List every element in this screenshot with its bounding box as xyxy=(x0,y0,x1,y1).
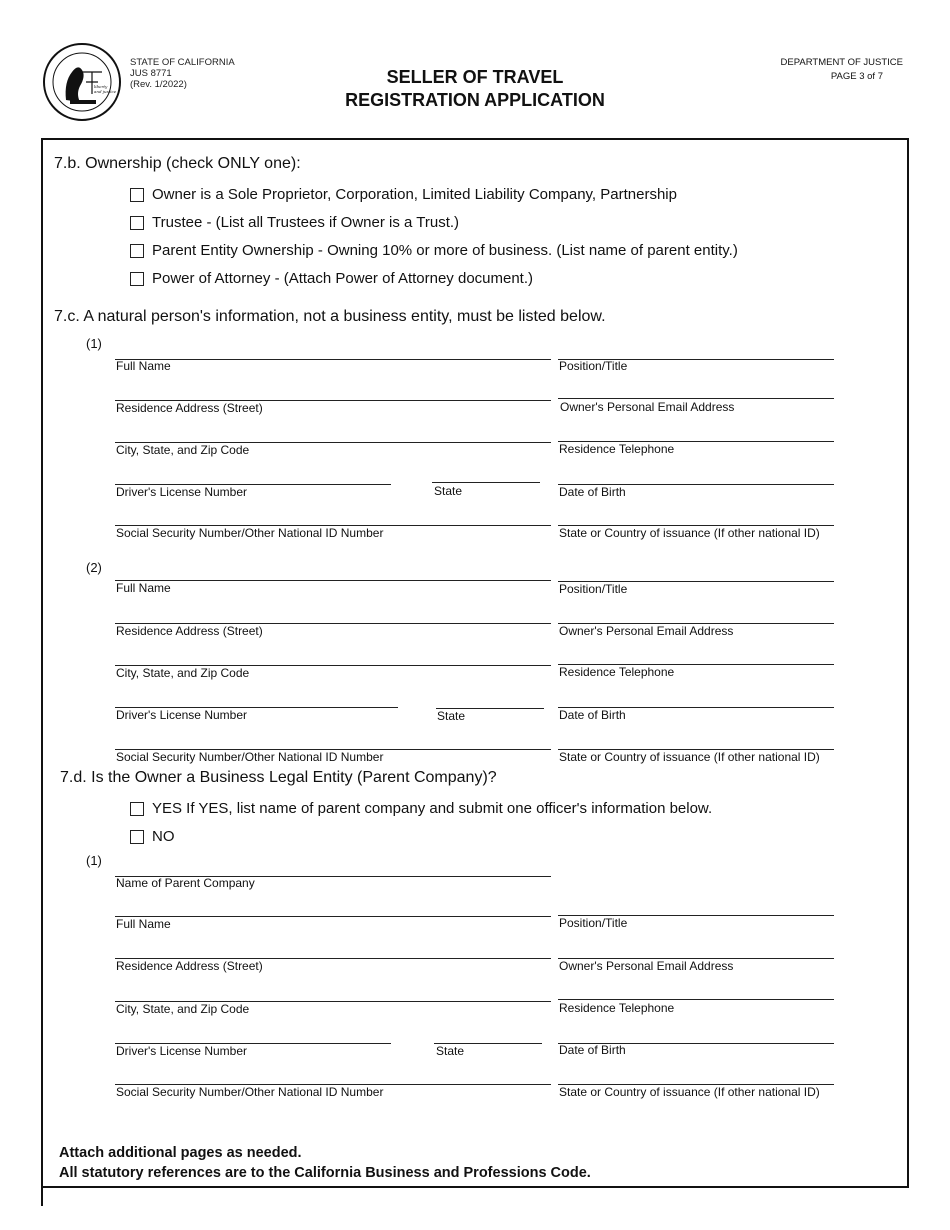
section-7d-heading: 7.d. Is the Owner a Business Legal Entity (Parent Company)? xyxy=(60,769,497,786)
state-label: State xyxy=(434,484,463,498)
full-name-label: Full Name xyxy=(116,581,171,595)
full-name-field[interactable] xyxy=(115,359,551,360)
option-label: Trustee - (List all Trustees if Owner is a Trust.) xyxy=(152,214,460,231)
option-label: NO xyxy=(152,828,175,845)
option-label: YES If YES, list name of parent company and submit one officer's information below. xyxy=(152,800,713,817)
parent-company-yes-option[interactable] xyxy=(130,800,712,817)
option-label: Power of Attorney - (Attach Power of Attorney document.) xyxy=(152,270,534,287)
position-label: Position/Title xyxy=(559,359,628,373)
option-label: Parent Entity Ownership - Owning 10% or more of business. (List name of parent entity.) xyxy=(152,242,738,259)
svg-text:liberty: liberty xyxy=(94,84,108,89)
email-label: Owner's Personal Email Address xyxy=(559,959,734,973)
checkbox[interactable] xyxy=(130,802,144,816)
full-name-field[interactable] xyxy=(115,916,551,917)
state-name: STATE OF CALIFORNIA xyxy=(130,57,235,68)
full-name-label: Full Name xyxy=(116,917,171,931)
checkbox[interactable] xyxy=(130,244,144,258)
telephone-label: Residence Telephone xyxy=(559,442,675,456)
ssn-label: Social Security Number/Other National ID Number xyxy=(116,750,384,764)
ownership-option-trustee[interactable] xyxy=(130,214,459,231)
state-label: State xyxy=(437,709,466,723)
state-field[interactable] xyxy=(432,482,540,483)
full-name-label: Full Name xyxy=(116,359,171,373)
email-label: Owner's Personal Email Address xyxy=(560,400,735,414)
residence-address-label: Residence Address (Street) xyxy=(116,624,263,638)
city-label: City, State, and Zip Code xyxy=(116,443,250,457)
department-name: DEPARTMENT OF JUSTICE xyxy=(780,57,903,68)
issuance-label: State or Country of issuance (If other national ID) xyxy=(559,1085,820,1099)
form-frame xyxy=(41,138,909,1188)
ownership-option-parent-entity[interactable] xyxy=(130,242,738,259)
department-block xyxy=(781,56,903,84)
ssn-label: Social Security Number/Other National ID Number xyxy=(116,526,384,540)
checkbox[interactable] xyxy=(130,216,144,230)
frame-tail xyxy=(41,1186,43,1206)
officer-1-number: (1) xyxy=(86,853,102,868)
license-label: Driver's License Number xyxy=(116,485,247,499)
form-revision: (Rev. 1/2022) xyxy=(130,79,187,90)
section-7c-heading: 7.c. A natural person's information, not a business entity, must be listed below. xyxy=(54,308,606,325)
residence-address-label: Residence Address (Street) xyxy=(116,401,263,415)
full-name-field[interactable] xyxy=(115,580,551,581)
state-label: State xyxy=(436,1044,465,1058)
ownership-option-power-of-attorney[interactable] xyxy=(130,270,533,287)
parent-company-label: Name of Parent Company xyxy=(116,876,255,890)
ownership-option-sole-proprietor[interactable] xyxy=(130,186,677,203)
footer-note-statutory: All statutory references are to the California Business and Professions Code. xyxy=(59,1165,591,1181)
person-2-number: (2) xyxy=(86,560,102,575)
option-label: Owner is a Sole Proprietor, Corporation, Limited Liability Company, Partnership xyxy=(152,186,677,203)
ssn-label: Social Security Number/Other National ID Number xyxy=(116,1085,384,1099)
title-line-1: SELLER OF TRAVEL xyxy=(386,67,564,87)
svg-text:and justice: and justice xyxy=(94,89,117,94)
license-label: Driver's License Number xyxy=(116,1044,247,1058)
issuance-label: State or Country of issuance (If other national ID) xyxy=(559,526,820,540)
email-field[interactable] xyxy=(558,398,834,399)
email-label: Owner's Personal Email Address xyxy=(559,624,734,638)
page-number: PAGE 3 of 7 xyxy=(830,71,883,82)
telephone-field[interactable] xyxy=(558,999,834,1000)
dob-label: Date of Birth xyxy=(559,708,626,722)
city-label: City, State, and Zip Code xyxy=(116,1002,250,1016)
position-label: Position/Title xyxy=(559,582,628,596)
footer-note-attach: Attach additional pages as needed. xyxy=(59,1145,302,1161)
section-7b-heading: 7.b. Ownership (check ONLY one): xyxy=(54,155,301,172)
checkbox[interactable] xyxy=(130,272,144,286)
checkbox[interactable] xyxy=(130,830,144,844)
person-1-number: (1) xyxy=(86,336,102,351)
checkbox[interactable] xyxy=(130,188,144,202)
residence-address-label: Residence Address (Street) xyxy=(116,959,263,973)
position-label: Position/Title xyxy=(559,916,628,930)
telephone-label: Residence Telephone xyxy=(559,665,675,679)
dob-label: Date of Birth xyxy=(559,485,626,499)
title-line-2: REGISTRATION APPLICATION xyxy=(345,90,605,110)
telephone-label: Residence Telephone xyxy=(559,1001,675,1015)
form-number: JUS 8771 xyxy=(130,68,172,79)
dob-label: Date of Birth xyxy=(559,1043,626,1057)
issuance-label: State or Country of issuance (If other national ID) xyxy=(559,750,820,764)
license-label: Driver's License Number xyxy=(116,708,247,722)
parent-company-no-option[interactable] xyxy=(130,828,175,845)
city-label: City, State, and Zip Code xyxy=(116,666,250,680)
